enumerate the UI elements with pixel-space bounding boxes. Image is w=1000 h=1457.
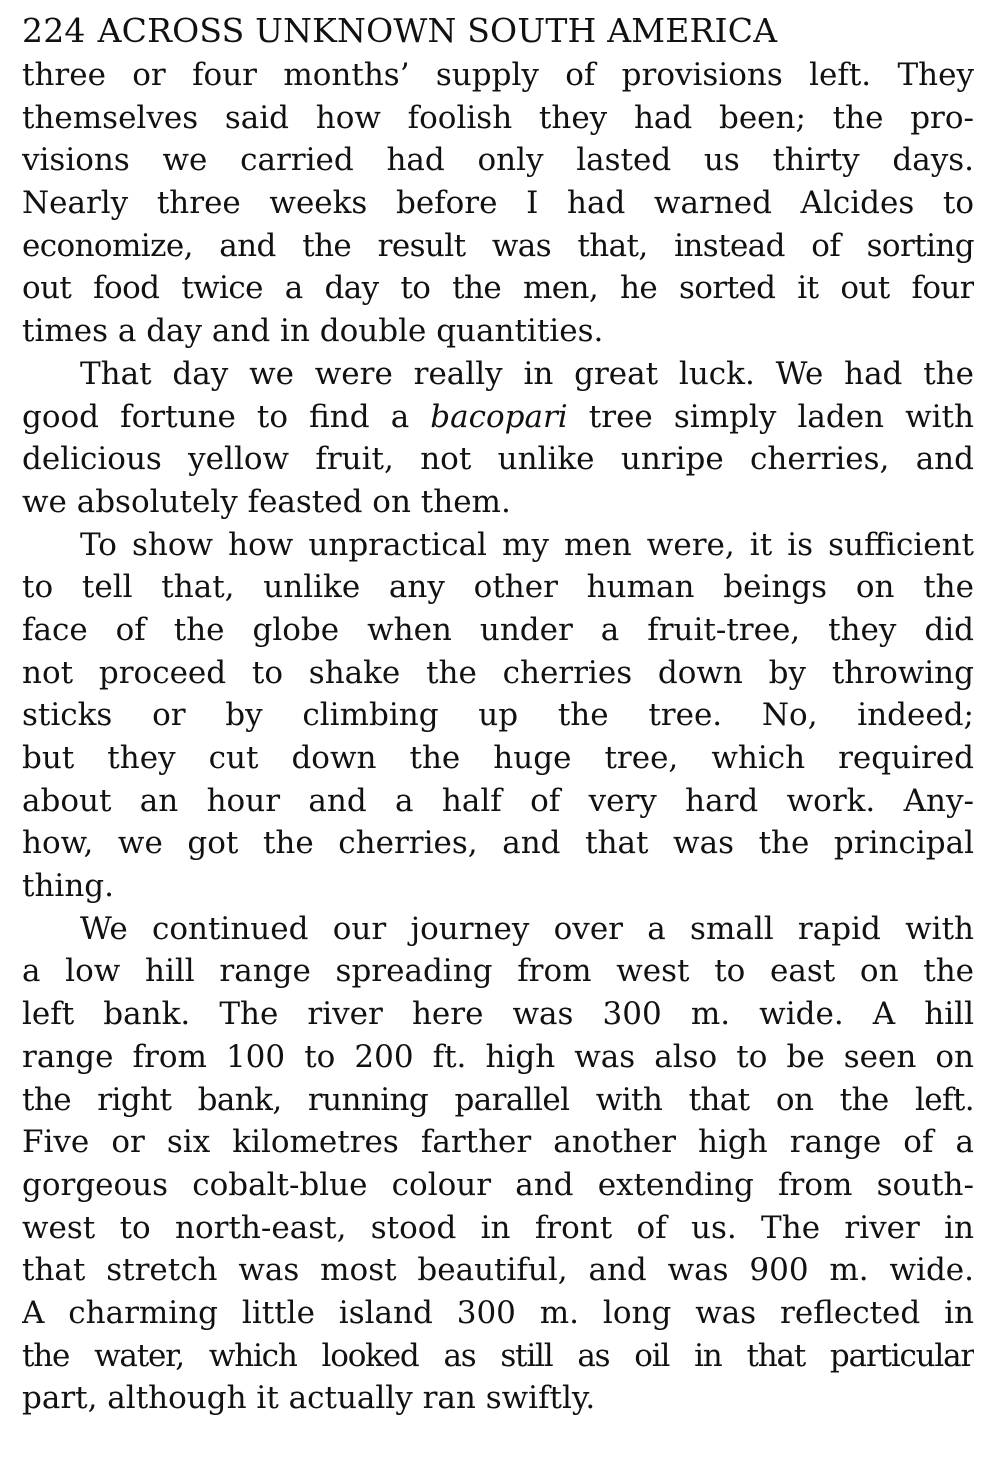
text-line: times a day and in double quantities. xyxy=(22,313,604,350)
text-line: Five or six kilometres farther another high range of a xyxy=(22,1124,974,1161)
text-line: but they cut down the huge tree, which required xyxy=(22,740,974,776)
running-title: ACROSS UNKNOWN SOUTH AMERICA xyxy=(97,11,778,50)
text-line: economize, and the result was that, instead of sorting xyxy=(22,227,974,264)
text-line: left bank. The river here was 300 m. wide. A hill xyxy=(22,996,974,1033)
text-line xyxy=(22,396,974,439)
text-line: themselves said how foolish they had been; the pro- xyxy=(22,99,974,136)
text-line: part, although it actually ran swiftly. xyxy=(22,1380,596,1417)
text-line: To show how unpractical my men were, it is sufficient xyxy=(80,526,974,563)
page-number: 224 xyxy=(22,11,86,50)
text-line: a low hill range spreading from west to east on the xyxy=(22,953,974,990)
text-line: not proceed to shake the cherries down by throwing xyxy=(22,654,974,691)
text-line: sticks or by climbing up the tree. No, indeed; xyxy=(22,697,974,734)
text-line: A charming little island 300 m. long was reflected in xyxy=(22,1294,974,1331)
text-line: out food twice a day to the men, he sorted it out four xyxy=(22,270,974,307)
book-page xyxy=(22,8,974,1420)
body-text xyxy=(22,54,974,1420)
text-run: tree simply laden with xyxy=(567,398,974,435)
text-line: gorgeous cobalt-blue colour and extending from south- xyxy=(22,1166,974,1203)
running-head xyxy=(22,8,974,54)
text-line: range from 100 to 200 ft. high was also to be seen on xyxy=(22,1038,974,1075)
text-line: we absolutely feasted on them. xyxy=(22,483,511,520)
text-line: three or four months’ supply of provisions left. They xyxy=(22,57,974,93)
text-line: to tell that, unlike any other human beings on the xyxy=(22,569,974,606)
text-line: delicious yellow fruit, not unlike unripe cherries, and xyxy=(22,441,974,478)
text-line: We continued our journey over a small rapid with xyxy=(80,910,974,947)
text-line: That day we were really in great luck. We had the xyxy=(80,355,974,392)
text-line: the water, which looked as still as oil in that particular xyxy=(22,1337,974,1374)
text-line: Nearly three weeks before I had warned Alcides to xyxy=(22,185,974,222)
text-line: the right bank, running parallel with that on the left. xyxy=(22,1081,974,1118)
text-line: face of the globe when under a fruit-tree, they did xyxy=(22,611,974,648)
text-line: that stretch was most beautiful, and was 900 m. wide. xyxy=(22,1252,974,1289)
text-line: thing. xyxy=(22,868,115,905)
text-run: good fortune to find a xyxy=(22,398,431,435)
text-line: about an hour and a half of very hard work. Any- xyxy=(22,782,974,819)
text-line: how, we got the cherries, and that was the principal xyxy=(22,825,974,862)
italic-term: bacopari xyxy=(430,398,568,435)
text-line: visions we carried had only lasted us thirty days. xyxy=(22,142,974,179)
text-line: west to north-east, stood in front of us. The river in xyxy=(22,1209,974,1246)
